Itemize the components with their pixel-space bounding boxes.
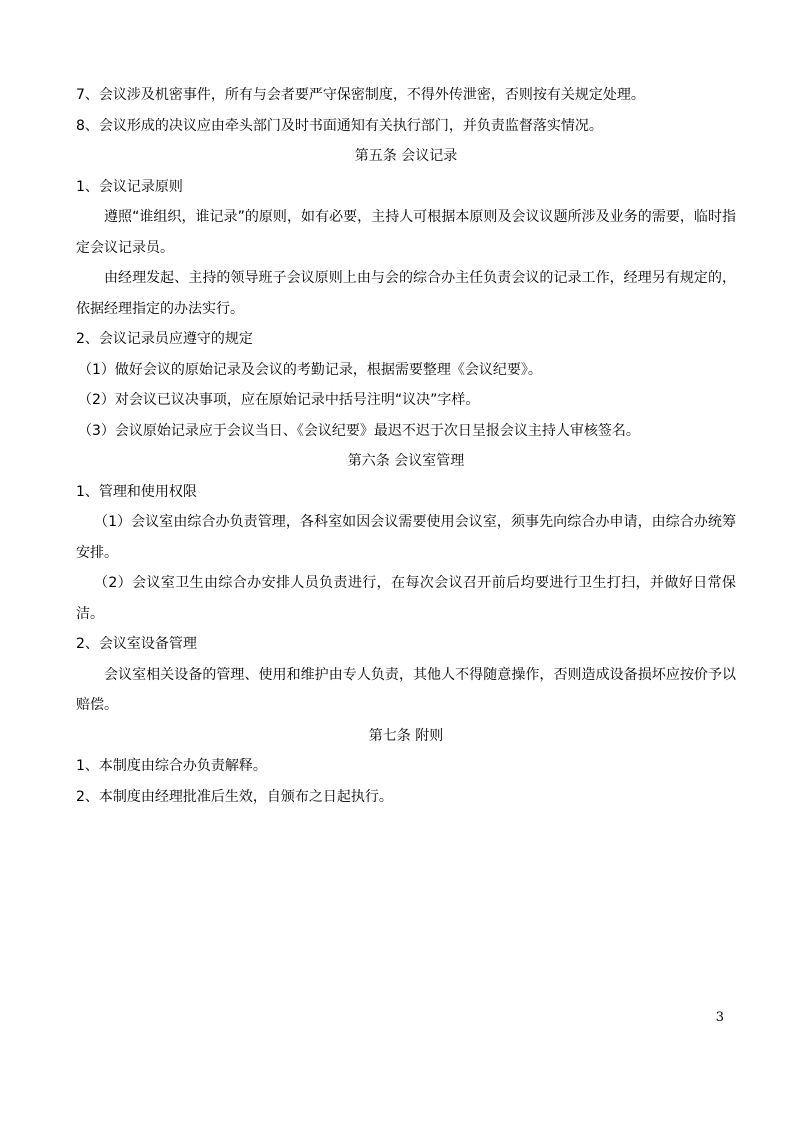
section-6-item-1-sub-2: （2）会议室卫生由综合办安排人员负责进行，在每次会议召开前后均要进行卫生打扫，并做好日常保洁。: [76, 575, 736, 622]
section-6-item-2-para: 会议室相关设备的管理、使用和维护由专人负责，其他人不得随意操作，否则造成设备损坏应按价予以赔偿。: [76, 666, 736, 713]
section-6-title: 第六条 会议室管理: [347, 453, 465, 469]
section-5-item-1-para-1: 遵照“谁组织，谁记录”的原则，如有必要，主持人可根据本原则及会议议题所涉及业务的需要，临时指定会议记录员。: [76, 209, 736, 256]
section-5-item-1-title: 1、会议记录原则: [76, 178, 183, 195]
section-5-item-1-para-2: 由经理发起、主持的领导班子会议原则上由与会的综合办主任负责会议的记录工作，经理另有规定的，依据经理指定的办法实行。: [76, 270, 736, 317]
section-5-item-2-sub-1: （1）做好会议的原始记录及会议的考勤记录，根据需要整理《会议纪要》。: [78, 361, 542, 378]
page-number: 3: [715, 1010, 724, 1025]
section-5-item-2-sub-3: （3）会议原始记录应于会议当日、《会议纪要》最迟不迟于次日呈报会议主持人审核签名。: [78, 422, 640, 439]
section-6-item-1-title: 1、管理和使用权限: [76, 483, 197, 500]
section-5-title: 第五条 会议记录: [354, 148, 458, 164]
section-5-item-2-title: 2、会议记录员应遵守的规定: [76, 331, 253, 347]
document-body: [76, 80, 736, 812]
section-6-item-2-title: 2、会议室设备管理: [76, 636, 197, 652]
section-5-item-2-sub-2: （2）对会议已议决事项，应在原始记录中括号注明“议决”字样。: [78, 392, 480, 408]
clause-8: 8、会议形成的决议应由牵头部门及时书面通知有关执行部门，并负责监督落实情况。: [76, 117, 603, 134]
section-6-item-1-sub-1: （1）会议室由综合办负责管理，各科室如因会议需要使用会议室，须事先向综合办申请，由综合办统筹安排。: [76, 514, 736, 561]
clause-7: 7、会议涉及机密事件，所有与会者要严守保密制度，不得外传泄密，否则按有关规定处理。: [76, 87, 645, 103]
section-7-title: 第七条 附则: [368, 727, 444, 744]
section-7-item-2: 2、本制度由经理批准后生效，自颁布之日起执行。: [76, 788, 393, 805]
section-7-item-1: 1、本制度由综合办负责解释。: [76, 758, 267, 774]
